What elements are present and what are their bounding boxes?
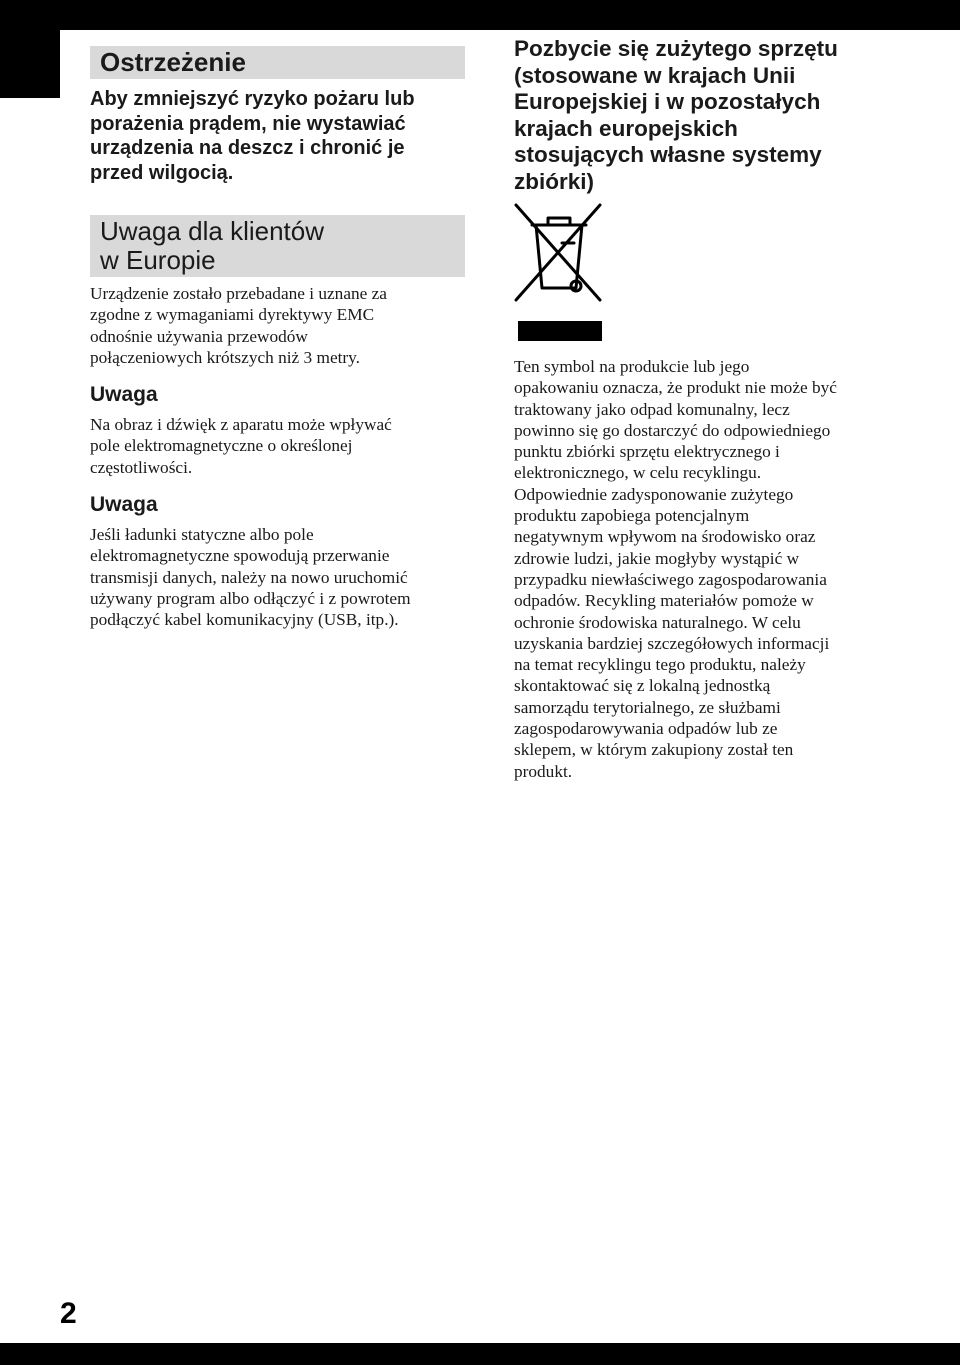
warning-text: Aby zmniejszyć ryzyko pożaru lub porażenia prądem, nie wystawiać urządzenia na deszcz i chronić je przed wilgocią. [90, 88, 415, 184]
disposal-heading: Pozbycie się zużytego sprzętu (stosowane w krajach Unii Europejskiej i w pozostałych krajach europejskich stosujących własne systemy zbiórki) [514, 36, 838, 194]
right-column [514, 36, 894, 782]
europe-heading [90, 215, 465, 277]
note2-text: Jeśli ładunki statyczne albo pole elektromagnetyczne spowodują przerwanie transmisji danych, należy na nowo uruchomić używany program albo odłączyć i z powrotem podłączyć kabel komunikacyjny (USB, itp.). [90, 525, 411, 630]
europe-text: Urządzenie zostało przebadane i uznane za zgodne z wymaganiami dyrektywy EMC odnośnie używania przewodów połączeniowych krótszych niż 3 metry. [90, 284, 387, 367]
top-bar [0, 0, 960, 30]
note1-text: Na obraz i dźwięk z aparatu może wpływać pole elektromagnetyczne o określonej częstotliwości. [90, 415, 392, 477]
disposal-text: Ten symbol na produkcie lub jego opakowaniu oznacza, że produkt nie może być traktowany jako odpad komunalny, lecz powinno się go dostarczyć do odpowiedniego punktu zbiórki sprzętu elektrycznego i elektronicznego, w celu recyklingu. Odpowiednie zadysponowanie zużytego produktu zapobiega potencjalnym negatywnym wpływom na środowisko oraz zdrowie ludzi, jakie mogłyby wystąpić w przypadku niewłaściwego zagospodarowania odpadów. Recykling materiałów pomoże w ochronie środowiska naturalnego. W celu uzyskania bardziej szczegółowych informacji na temat recyklingu tego produktu, należy skontaktować się z lokalną jednostką samorządu terytorialnego, ze służbami zagospodarowywania odpadów lub ze sklepem, w którym zakupiony został ten produkt. [514, 357, 837, 781]
europe-heading-line2: w Europie [100, 245, 216, 275]
europe-heading-line1: Uwaga dla klientów [100, 216, 325, 246]
page-number: 2 [60, 1297, 77, 1330]
crossed-out-wheelie-bin-icon [514, 203, 604, 343]
corner-tab [0, 0, 60, 98]
note1-heading: Uwaga [90, 383, 158, 407]
bottom-bar [0, 1343, 960, 1365]
left-column [90, 46, 465, 631]
note2-heading: Uwaga [90, 493, 158, 517]
warning-heading: Ostrzeżenie [90, 46, 465, 79]
